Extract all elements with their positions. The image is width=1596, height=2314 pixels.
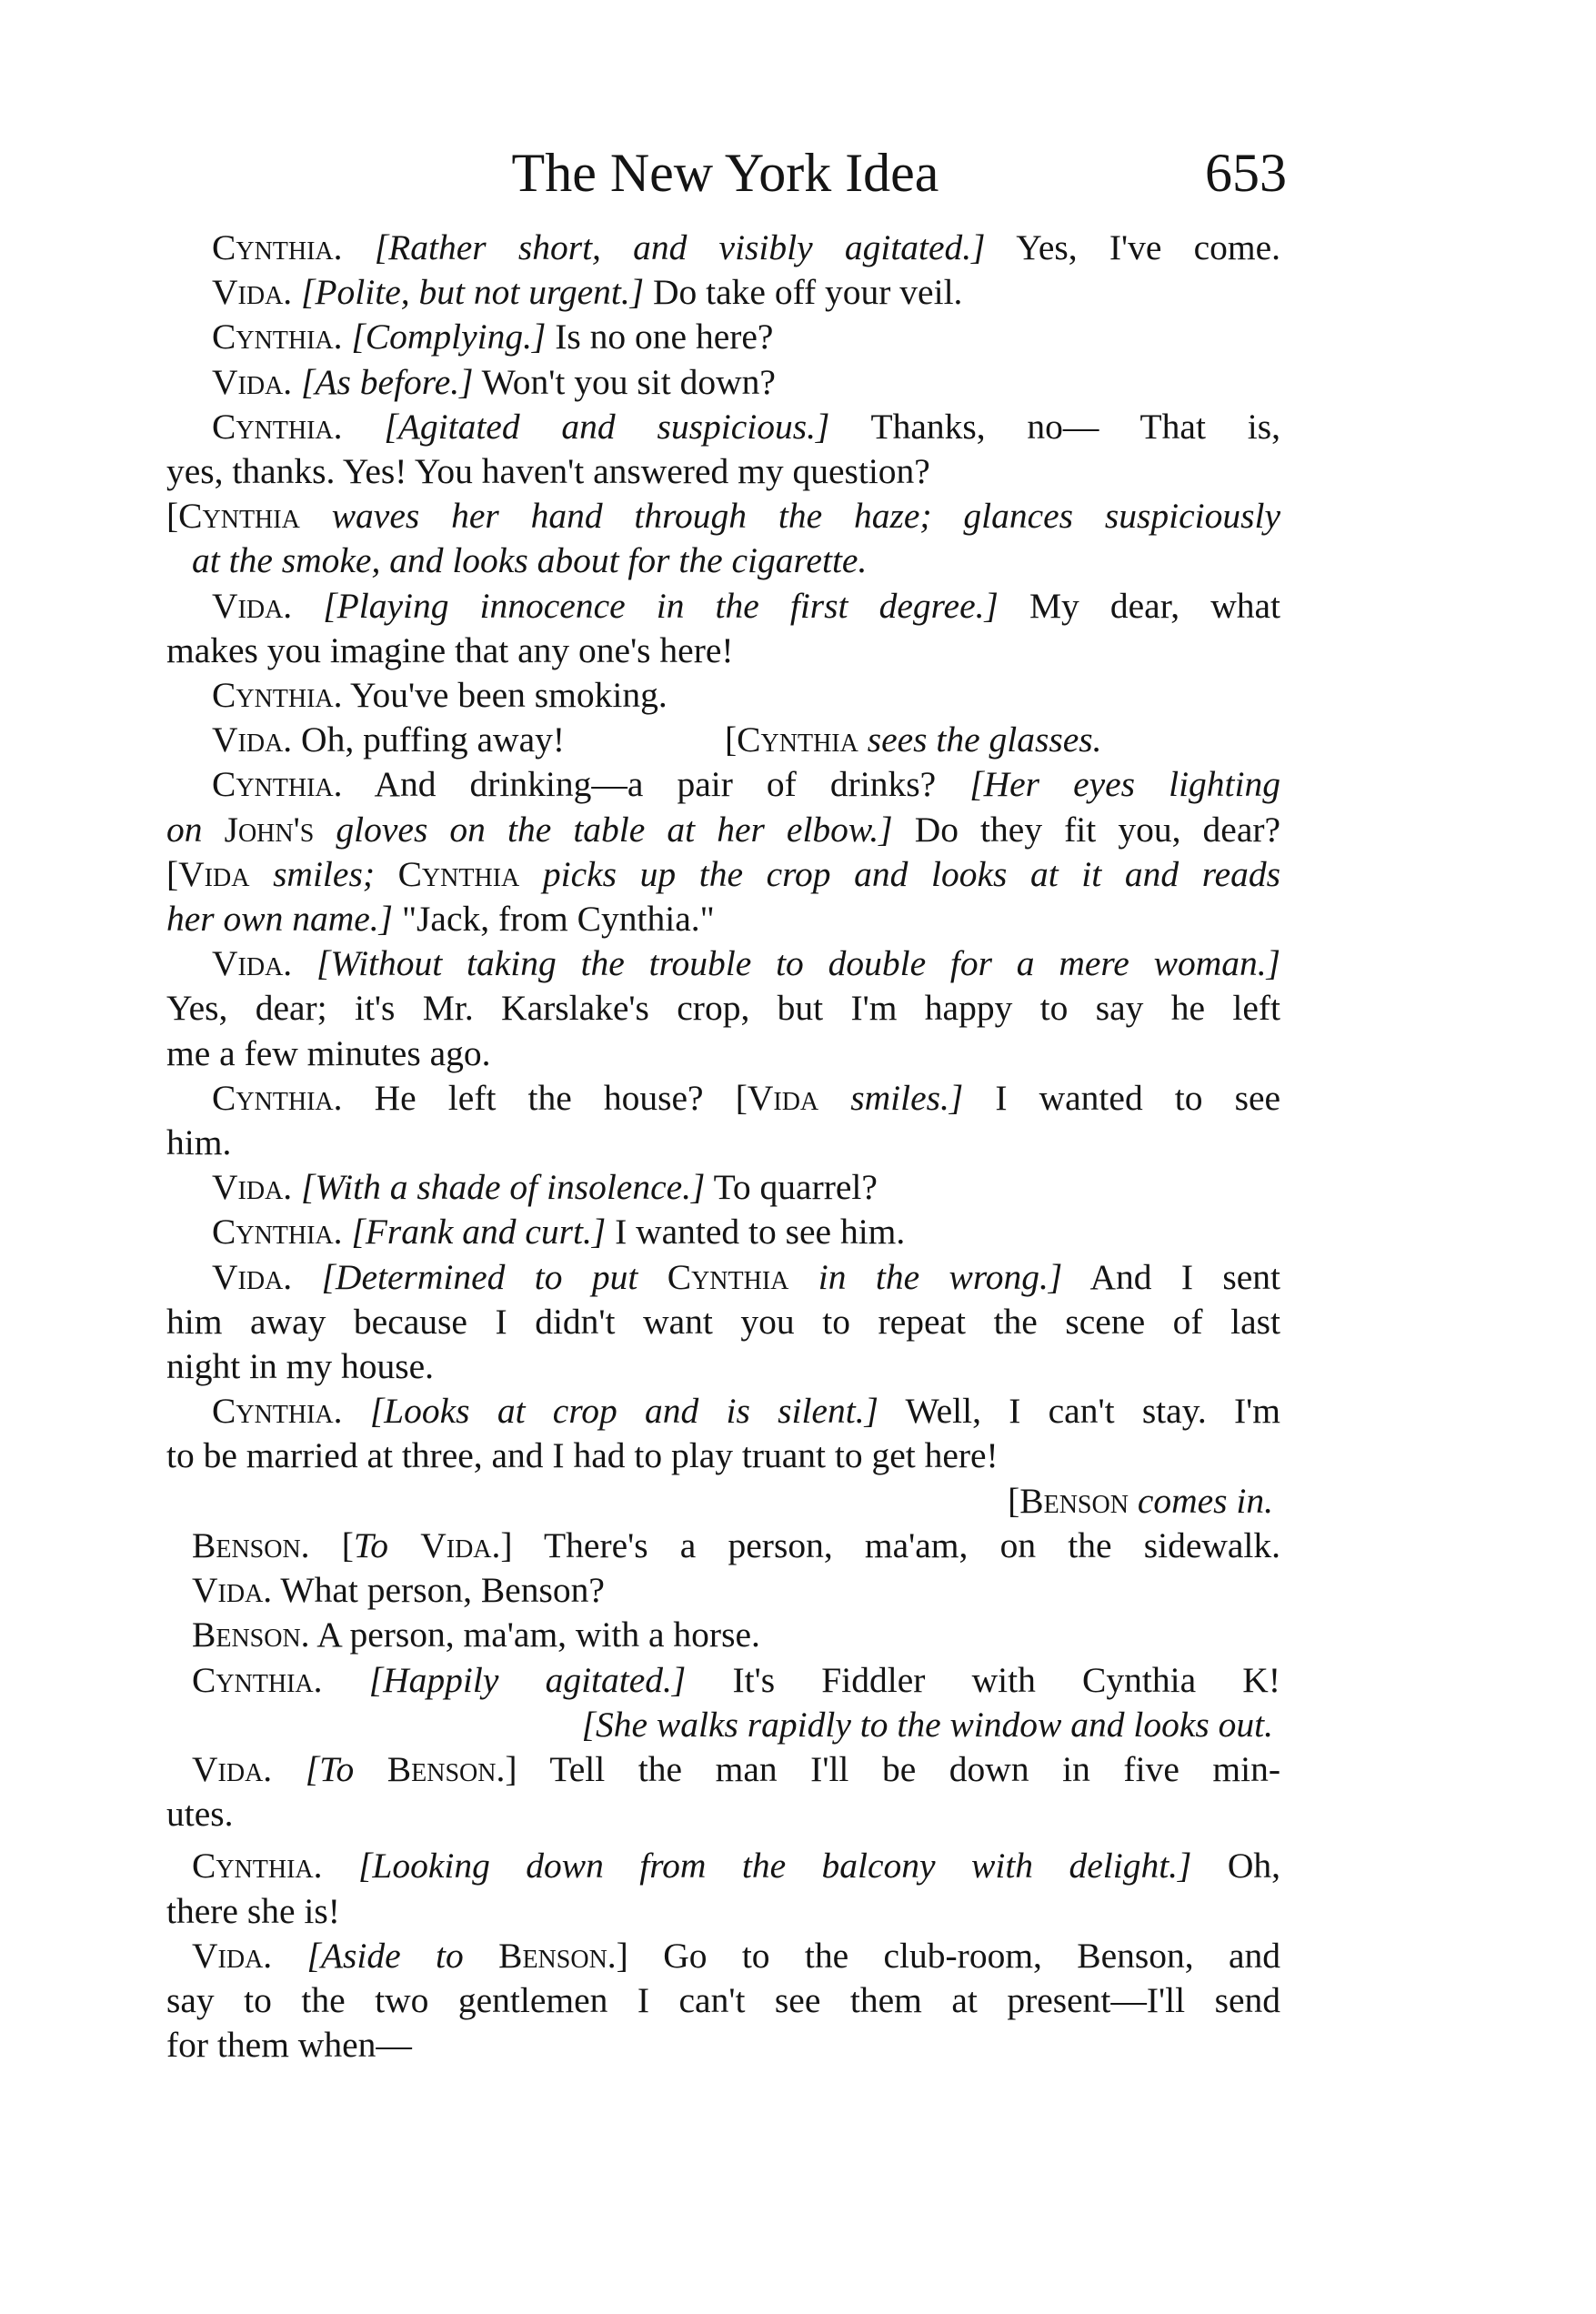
dialogue-line — [166, 584, 1280, 629]
stage-direction: [As before.] — [301, 361, 474, 402]
character-name: Benson. — [498, 1935, 617, 1976]
speech-text: Oh, — [1227, 1846, 1281, 1886]
speaker-name: Vida. — [212, 1256, 293, 1297]
dialogue-line — [166, 226, 1280, 270]
dialogue-line — [166, 1658, 1280, 1703]
dialogue-line — [166, 1300, 1280, 1344]
speech-text: I wanted to see him. — [615, 1212, 906, 1253]
page-number: 653 — [1205, 143, 1287, 203]
page-header — [164, 136, 1287, 209]
speaker-name: Cynthia. — [212, 406, 343, 447]
character-name: Benson. — [386, 1748, 506, 1789]
play-text — [166, 226, 1280, 2068]
speech-text: yes, thanks. Yes! You haven't answered my question? — [166, 451, 930, 492]
bracket: [ — [1008, 1480, 1020, 1521]
stage-direction: her own name.] — [166, 899, 394, 940]
dialogue-line — [166, 1747, 1280, 1792]
speech-text: makes you imagine that any one's here! — [166, 629, 734, 670]
bracket: [ — [735, 1077, 748, 1118]
speaker-name: Vida. — [212, 1167, 293, 1208]
speech-text: Oh, puffing away! — [301, 719, 566, 760]
dialogue-line — [166, 1524, 1280, 1568]
character-name: Benson — [1019, 1480, 1129, 1521]
character-name: Cynthia — [397, 853, 520, 894]
speaker-name: Vida. — [212, 585, 293, 626]
dialogue-line — [166, 449, 1280, 494]
speech-text: Do take off your veil. — [653, 272, 963, 313]
stage-direction: gloves on the table at her elbow.] — [336, 809, 893, 850]
speaker-name: Vida. — [192, 1570, 273, 1611]
speech-text: him away because I didn't want you to repeat the scene of last — [166, 1301, 1280, 1342]
dialogue-line — [166, 1210, 1280, 1254]
speaker-name: Vida. — [212, 272, 293, 313]
bracket: ] — [505, 1748, 517, 1789]
dialogue-line — [166, 1889, 1280, 1934]
stage-direction: [Playing innocence in the first degree.] — [323, 585, 999, 626]
stage-direction: [Looks at crop and is silent.] — [369, 1391, 878, 1432]
speech-text: Is no one here? — [555, 317, 774, 357]
dialogue-line — [166, 1121, 1280, 1165]
dialogue-line — [166, 762, 1280, 807]
stage-direction: picks up the crop and looks at it and reads — [542, 853, 1281, 894]
speaker-name: Vida. — [212, 719, 293, 760]
dialogue-line — [166, 1031, 1280, 1076]
speech-text: And drinking—a pair of drinks? — [374, 764, 937, 805]
dialogue-line — [166, 315, 1280, 359]
speech-text: To quarrel? — [713, 1167, 878, 1208]
stage-direction: [Frank and curt.] — [351, 1212, 607, 1253]
bracket: [ — [166, 853, 179, 894]
bracket: ] — [616, 1935, 628, 1976]
stage-direction: [Complying.] — [351, 317, 547, 357]
dialogue-line — [166, 629, 1280, 673]
speaker-name: Cynthia. — [192, 1659, 323, 1700]
dialogue-line — [166, 718, 1280, 762]
stage-direction: [To — [305, 1748, 355, 1789]
speech-text: Won't you sit down? — [481, 361, 776, 402]
line-gap — [166, 1836, 1280, 1844]
stage-direction: waves her hand through the haze; glances suspiciously — [331, 496, 1281, 537]
speaker-name: Cynthia. — [212, 1077, 343, 1118]
bracket: [ — [341, 1524, 354, 1565]
dialogue-line — [166, 1165, 1280, 1210]
speech-text: "Jack, from Cynthia." — [401, 899, 715, 940]
speech-text: He left the house? — [374, 1077, 704, 1118]
speaker-name: Vida. — [192, 1935, 273, 1976]
character-name: John's — [224, 809, 315, 850]
speaker-name: Benson. — [192, 1524, 310, 1565]
dialogue-line — [166, 1613, 1280, 1657]
speech-text: What person, Benson? — [280, 1570, 605, 1611]
stage-direction: on — [166, 809, 203, 850]
speech-text: for them when— — [166, 2025, 412, 2066]
speech-text: Go to the club-room, Benson, and — [663, 1935, 1281, 1976]
stage-direction: comes in. — [1137, 1480, 1273, 1521]
stage-direction-line — [166, 1703, 1280, 1747]
speech-text: Well, I can't stay. I'm — [905, 1391, 1281, 1432]
character-name: Vida — [747, 1077, 819, 1118]
speech-text: utes. — [166, 1794, 234, 1835]
speech-text: It's Fiddler with Cynthia K! — [732, 1659, 1280, 1700]
dialogue-line — [166, 1792, 1280, 1836]
speech-text: him. — [166, 1122, 232, 1163]
stage-direction-line — [166, 852, 1280, 897]
stage-direction: To — [353, 1524, 389, 1565]
speaker-name: Cynthia. — [212, 675, 343, 716]
dialogue-line — [166, 941, 1280, 986]
dialogue-line — [166, 673, 1280, 718]
dialogue-line — [166, 808, 1280, 852]
character-name: Cynthia — [178, 496, 300, 537]
speech-text: Tell the man I'll be down in five min- — [549, 1748, 1281, 1789]
stage-direction: [Aside to — [306, 1935, 464, 1976]
stage-direction: [Polite, but not urgent.] — [301, 272, 645, 313]
dialogue-line — [166, 1568, 1280, 1613]
character-name: Vida. — [420, 1524, 501, 1565]
speaker-name: Cynthia. — [192, 1846, 323, 1886]
speech-text: night in my house. — [166, 1346, 435, 1387]
dialogue-line — [166, 986, 1280, 1031]
speech-text: Do they fit you, dear? — [914, 809, 1281, 850]
dialogue-line — [166, 270, 1280, 315]
speaker-name: Cynthia. — [212, 764, 343, 805]
speaker-name: Vida. — [192, 1748, 273, 1789]
speech-text: me a few minutes ago. — [166, 1032, 491, 1073]
character-name: Cynthia — [667, 1256, 789, 1297]
dialogue-line — [166, 1844, 1280, 1888]
speech-text: Yes, dear; it's Mr. Karslake's crop, but I'm happy to say he left — [166, 988, 1280, 1029]
speaker-name: Cynthia. — [212, 317, 343, 357]
speaker-name: Cynthia. — [212, 1391, 343, 1432]
stage-direction-line — [166, 1479, 1280, 1524]
stage-direction: [Determined to put — [321, 1256, 638, 1297]
character-name: Vida — [178, 853, 250, 894]
stage-direction: smiles; — [273, 853, 375, 894]
speech-text: Thanks, no— That is, — [870, 406, 1280, 447]
dialogue-line — [166, 1255, 1280, 1300]
dialogue-line — [166, 1978, 1280, 2023]
stage-direction: [With a shade of insolence.] — [301, 1167, 706, 1208]
stage-direction: [Looking down from the balcony with delight.] — [357, 1846, 1192, 1886]
stage-direction: sees the glasses. — [867, 719, 1102, 760]
speaker-name: Cynthia. — [212, 1212, 343, 1253]
dialogue-line — [166, 1389, 1280, 1434]
dialogue-line — [166, 360, 1280, 405]
character-name: Cynthia — [737, 719, 858, 760]
stage-direction: [Without taking the trouble to double for a mere woman.] — [316, 943, 1281, 984]
stage-direction: [Rather short, and visibly agitated.] — [374, 227, 986, 267]
bracket: [ — [725, 719, 738, 760]
stage-direction: in the wrong.] — [818, 1256, 1063, 1297]
dialogue-line — [166, 405, 1280, 449]
stage-direction-line — [166, 897, 1280, 941]
dialogue-line — [166, 1934, 1280, 1978]
dialogue-line — [166, 1076, 1280, 1121]
stage-direction: [Agitated and suspicious.] — [384, 406, 830, 447]
stage-direction: smiles.] — [850, 1077, 964, 1118]
speaker-name: Vida. — [212, 943, 293, 984]
speech-text: There's a person, ma'am, on the sidewalk. — [544, 1524, 1281, 1565]
speaker-name: Benson. — [192, 1615, 310, 1655]
bracket: [ — [166, 496, 179, 537]
stage-direction: [Her eyes lighting — [969, 764, 1281, 805]
speech-text: My dear, what — [1029, 585, 1281, 626]
speech-text: say to the two gentlemen I can't see them at present—I'll send — [166, 1979, 1280, 2020]
stage-direction-line — [166, 538, 1280, 583]
dialogue-line — [166, 1434, 1280, 1478]
speech-text: Yes, I've come. — [1016, 227, 1280, 267]
stage-direction: [Happily agitated.] — [368, 1659, 687, 1700]
stage-direction-line — [166, 494, 1280, 538]
speech-text: I wanted to see — [995, 1077, 1281, 1118]
stage-direction: [She walks rapidly to the window and looks out. — [581, 1704, 1273, 1745]
speech-text: And I sent — [1089, 1256, 1281, 1297]
dialogue-line — [166, 1344, 1280, 1389]
speaker-name: Vida. — [212, 361, 293, 402]
running-title: The New York Idea — [511, 143, 939, 203]
speech-text: there she is! — [166, 1890, 340, 1931]
stage-direction: at the smoke, and looks about for the cigarette. — [192, 540, 868, 581]
bracket: ] — [500, 1524, 513, 1565]
speaker-name: Cynthia. — [212, 227, 343, 267]
dialogue-line — [166, 2023, 1280, 2068]
speech-text: A person, ma'am, with a horse. — [316, 1615, 760, 1655]
speech-text: to be married at three, and I had to play truant to get here! — [166, 1435, 999, 1476]
speech-text: You've been smoking. — [349, 675, 668, 716]
